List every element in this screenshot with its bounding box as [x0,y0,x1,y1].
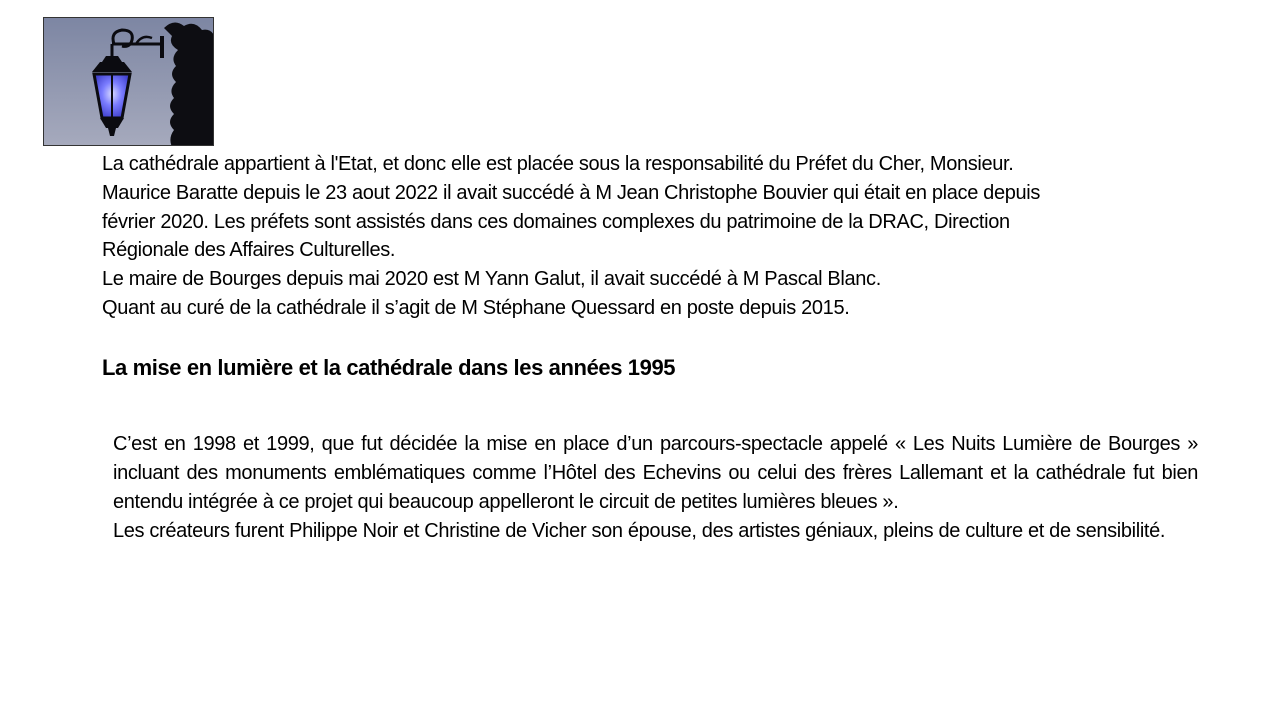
section-title: La mise en lumière et la cathédrale dans les années 1995 [102,355,676,380]
intro-paragraph [102,150,1222,323]
intro-line: Régionale des Affaires Culturelles. [102,239,396,262]
intro-line: Quant au curé de la cathédrale il s’agit de M Stéphane Quessard en poste depuis 2015. [102,296,850,319]
street-lamp-icon [44,18,214,146]
intro-line: février 2020. Les préfets sont assistés dans ces domaines complexes du patrimoine de la DRAC, Direction [102,210,1010,233]
body-paragraph: Les créateurs furent Philippe Noir et Christine de Vicher son épouse, des artistes géniaux, pleins de culture et de sensibilité. [113,520,1166,542]
intro-line: Maurice Baratte depuis le 23 aout 2022 il avait succédé à M Jean Christophe Bouvier qui était en place depuis [102,181,1041,204]
body-text [113,430,1198,546]
intro-line: Le maire de Bourges depuis mai 2020 est M Yann Galut, il avait succédé à M Pascal Blanc. [102,268,881,291]
intro-line: La cathédrale appartient à l'Etat, et donc elle est placée sous la responsabilité du Préfet du Cher, Monsieur. [102,153,1014,175]
body-paragraph: C’est en 1998 et 1999, que fut décidée la mise en place d’un parcours-spectacle appelé « Les Nuits Lumière de Bourges » incluant des monuments emblématiques comme l’Hôtel des Echevins ou celui des frères Lallemant et la cathédrale fut bien entendu intégrée à ce projet qui beaucoup appelleront le circuit de petites lumières bleues ». [113,433,1198,513]
street-lamp-photo [43,17,214,146]
